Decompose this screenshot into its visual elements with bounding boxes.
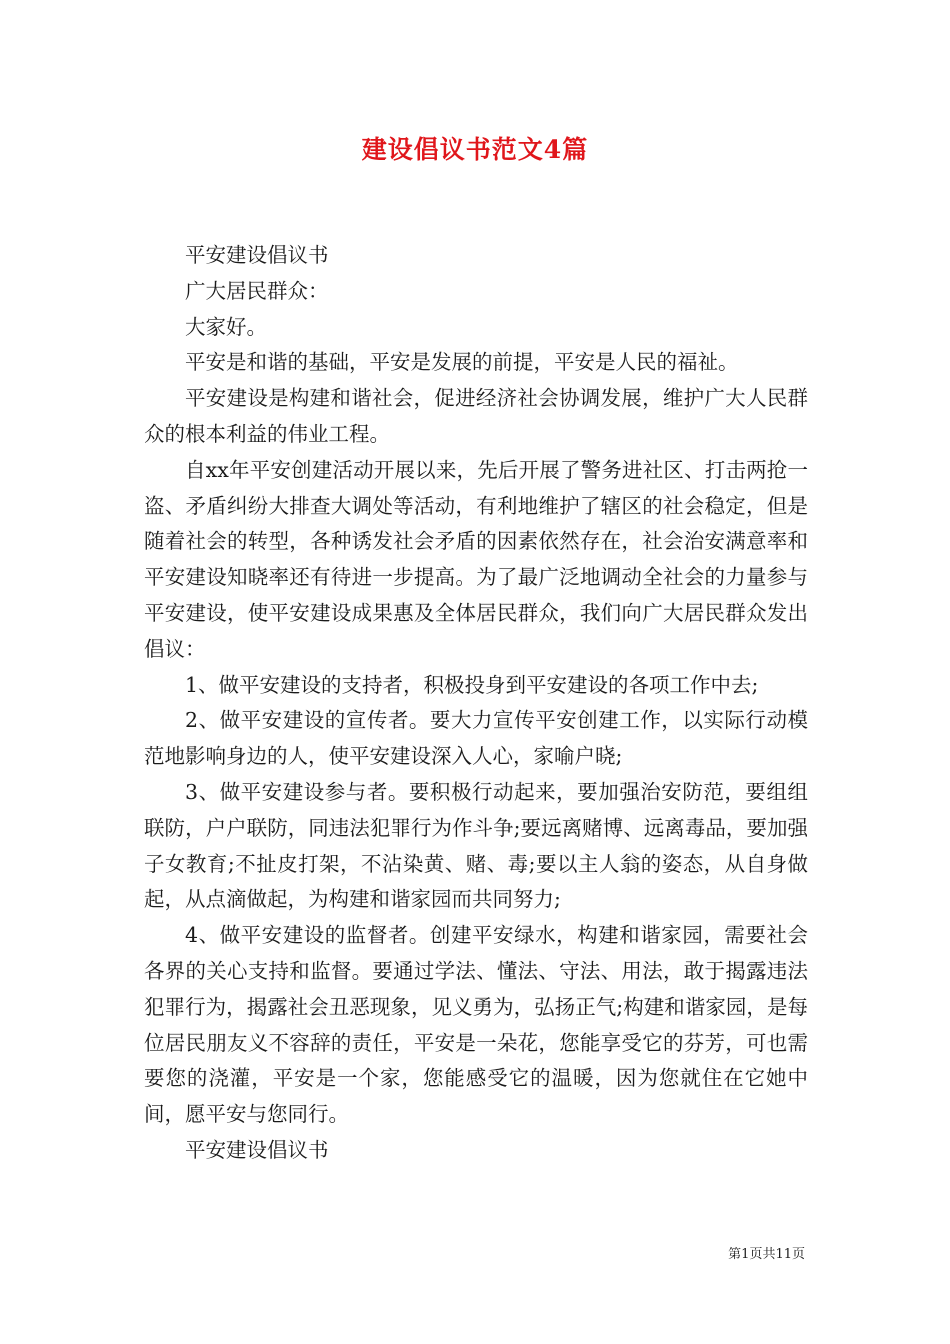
paragraph: 平安是和谐的基础，平安是发展的前提，平安是人民的福祉。 [185, 350, 739, 375]
paragraph: 平安建设是构建和谐社会，促进经济社会协调发展，维护广大人民群众的根本利益的伟业工程。 [144, 386, 808, 446]
paragraph-item-4: 4、做平安建设的监督者。创建平安绿水，构建和谐家园，需要社会各界的关心支持和监督。要通过学法、懂法、守法、用法，敢于揭露违法犯罪行为，揭露社会丑恶现象，见义勇为，弘扬正气;构建和谐家园，是每位居民朋友义不容辞的责任，平安是一朵花，您能享受它的芬芳，可也需要您的浇灌，平安是一个家，您能感受它的温暖，因为您就住在它她中间，愿平安与您同行。 [144, 923, 808, 1127]
paragraph-heading: 平安建设倡议书 [185, 243, 329, 267]
paragraph-item-3: 3、做平安建设参与者。要积极行动起来，要加强治安防范，要组组联防，户户联防，同违法犯罪行为作斗争;要远离赌博、远离毒品，要加强子女教育;不扯皮打架，不沾染黄、赌、毒;要以主人翁的姿态，从自身做起，从点滴做起，为构建和谐家园而共同努力; [144, 779, 808, 912]
page-number: 第1页共11页 [728, 1247, 805, 1262]
paragraph-greeting: 大家好。 [185, 314, 267, 339]
paragraph-item-1: 1、做平安建设的支持者，积极投身到平安建设的各项工作中去; [185, 672, 759, 697]
document-title: 建设倡议书范文4篇 [361, 135, 589, 164]
document-body [144, 238, 808, 1169]
paragraph-item-2: 2、做平安建设的宣传者。要大力宣传平安创建工作，以实际行动模范地影响身边的人，使平安建设深入人心，家喻户晓; [144, 708, 808, 769]
paragraph-heading: 平安建设倡议书 [185, 1137, 329, 1162]
paragraph-salutation: 广大居民群众： [185, 278, 329, 303]
paragraph: 自xx年平安创建活动开展以来，先后开展了警务进社区、打击两抢一盗、矛盾纠纷大排查大调处等活动，有利地维护了辖区的社会稳定，但是随着社会的转型，各种诱发社会矛盾的因素依然存在，社会治安满意率和平安建设知晓率还有待进一步提高。为了最广泛地调动全社会的力量参与平安建设，使平安建设成果惠及全体居民群众，我们向广大居民群众发出倡议： [144, 457, 808, 661]
